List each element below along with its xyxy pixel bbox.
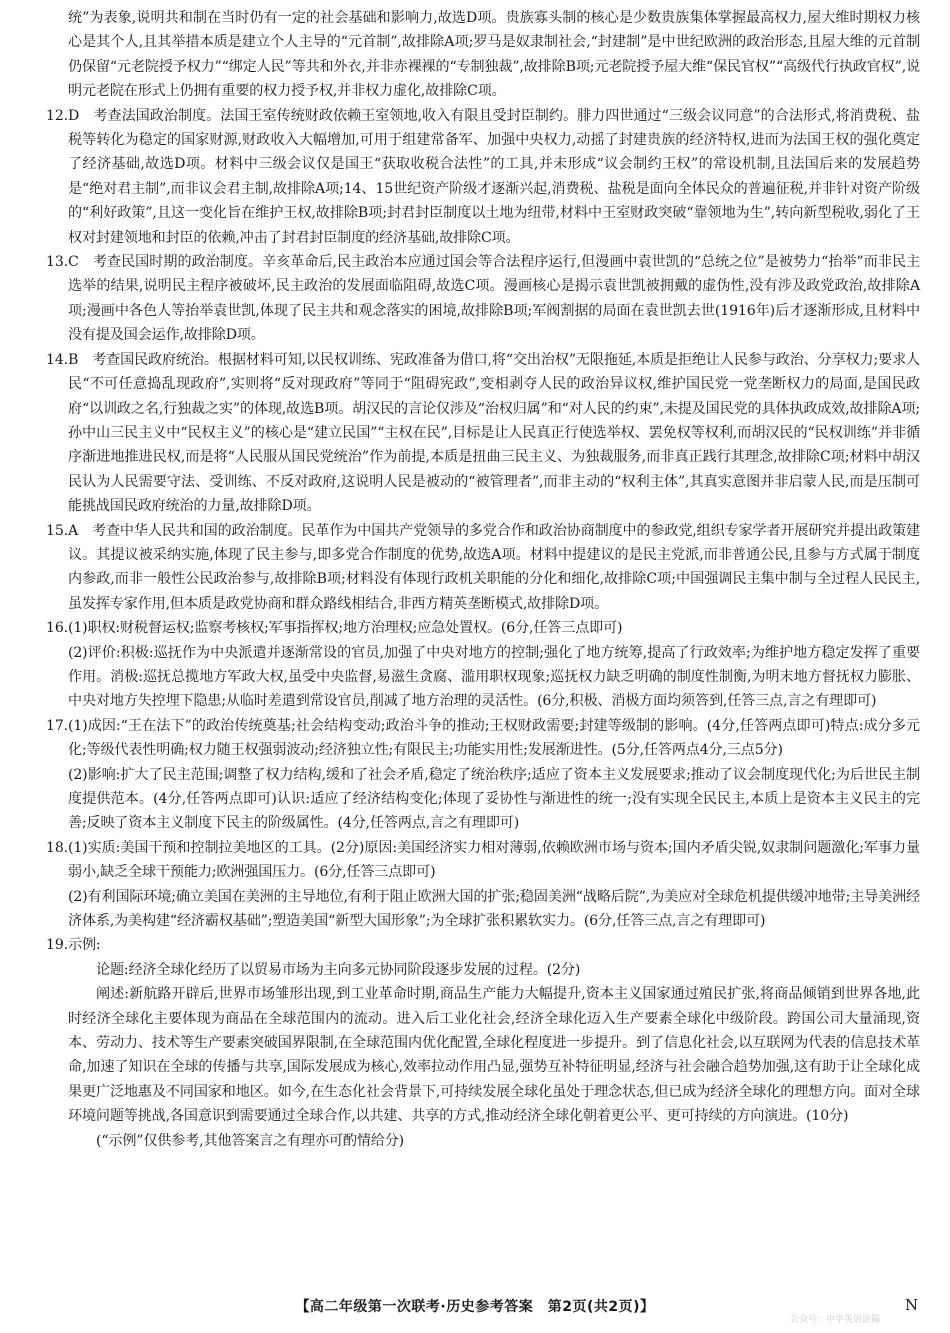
answer-17-part-2: (2)影响:扩大了民主范围;调整了权力结构,缓和了社会矛盾,稳定了统治秩序;适应了资本主义发展要求;推动了议会制度现代化;为后世民主制度提供范本。(4分,任答两点即可)认识:适应了经济结构变化;体现了妥协性与渐进性的统一;没有实现全民民主,本质上是资本主义民主的完善;反映了资本主义制度下民主的阶级属性。(4分,任答两点,言之有理即可)	[68, 766, 920, 832]
answer-18-part-1	[46, 836, 920, 885]
answer-12	[46, 104, 920, 250]
answer-19-body: 阐述:新航路开辟后,世界市场雏形出现,到工业革命时期,商品生产能力大幅提升,资本主义国家通过殖民扩张,将商品倾销到世界各地,此时经济全球化主要体现为商品在全球范围内的流动。进入后工业化社会,经济全球化迈入生产要素全球化中级阶段。跨国公司大量涌现,资本、劳动力、技术等生产要素突破国界限制,在全球范围内优化配置,全球化程度进一步提升。到了信息化社会,以互联网为代表的信息技术革命,加速了知识在全球的传播与共享,国际发展成为核心,效率拉动作用凸显,强势互补特征明显,经济与社会融合趋势加强,这有助于让全球化成果更广泛地惠及不同国家和地区。如今,在生态化社会背景下,可持续发展全球化虽处于理念状态,但已成为经济全球化的理想方向。面对全球环境问题等挑战,各国意识到需要通过全球合作,以共建、共享的方式,推动经济全球化朝着更公平、更可持续的方向演进。(10分)	[68, 986, 920, 1125]
answer-text: C 考查民国时期的政治制度。辛亥革命后,民主政治本应通过国会等合法程序运行,但漫画中袁世凯的“总统之位”是被势力“抬举”而非民主选举的结果,说明民主程序被破坏,民主政治的发展面临阻碍,故选C项。漫画核心是揭示袁世凯被拥戴的虚伪性,没有涉及政党政治,故排除A项;漫画中各色人等抬举袁世凯,体现了民主共和观念落实的困境,故排除B项;军阀割据的局面在袁世凯去世(1916年)后才逐渐形成,且材料中没有提及国会运作,故排除D项。	[68, 254, 920, 344]
answer-text: D 考查法国政治制度。法国王室传统财政依赖王室领地,收入有限且受封臣制约。腓力四世通过“三级会议同意”的合法形式,将消费税、盐税等转化为稳定的国家财源,财政收入大幅增加,可用于组建常备军、加强中央权力,动摇了封建贵族的经济特权,进而为法国王权的强化奠定了经济基础,故选D项。材料中三级会议仅是国王“获取收税合法性”的工具,并未形成“议会制约王权”的常设机制,且法国后来的发展趋势是“绝对君主制”,而非议会君主制,故排除A项;14、15世纪资产阶级才逐渐兴起,消费税、盐税是面向全体民众的普遍征税,并非针对资产阶级的“利好政策”,且这一变化旨在维护王权,故排除B项;封君封臣制度以土地为纽带,材料中王室财政突破“靠领地为生”,转向新型税收,弱化了王权对封建领地和封臣的依赖,冲击了封君封臣制度的经济基础,故排除C项。	[68, 107, 920, 246]
answer-15	[46, 519, 920, 617]
answer-14	[46, 348, 920, 519]
answer-13	[46, 250, 920, 348]
question-number: 19.	[46, 937, 68, 954]
answer-19-thesis: 论题:经济全球化经历了以贸易市场为主向多元协同阶段逐步发展的过程。(2分)	[96, 961, 581, 978]
question-number: 14.	[46, 351, 68, 368]
question-number: 13.	[46, 254, 68, 271]
answer-text: (1)职权:财税督运权;监察考核权;军事指挥权;地方治理权;应急处置权。(6分,任答三点即可)	[68, 620, 623, 637]
answer-19-note: (“示例”仅供参考,其他答案言之有理亦可酌情给分)	[96, 1132, 405, 1149]
answer-text: (1)成因:“王在法下”的政治传统奠基;社会结构变动;政治斗争的推动;王权财政需要;封建等级制的影响。(4分,任答两点即可)特点:成分多元化;等级代表性明确;权力随王权强弱波动;经济独立性;有限民主;功能实用性;发展渐进性。(5分,任答两点4分,三点5分)	[68, 717, 920, 759]
question-number: 16.	[46, 620, 68, 637]
answer-17-part-1	[46, 714, 920, 763]
question-number: 18.	[46, 839, 68, 856]
answer-text: B 考查国民政府统治。根据材料可知,以民权训练、宪政准备为借口,将“交出治权”无限拖延,本质是拒绝让人民参与政治、分享权力;要求人民“不可任意捣乱现政府”,实则将“反对现政府”等同于“阻碍宪政”,变相剥夺人民的政治异议权,维护国民党一党垄断权力的局面,是国民政府“以训政之名,行独裁之实”的体现,故选B项。胡汉民的言论仅涉及“治权归属”和“对人民的约束”,未提及国民党的具体执政成效,故排除A项;孙中山三民主义中“民权主义”的核心是“建立民国”“主权在民”,目标是让人民真正行使选举权、罢免权等权利,而胡汉民的“民权训练”并非循序渐进地推进民权,而是将“人民服从国民党统治”作为前提,本质是扭曲三民主义、为独裁服务,而非真正践行其理念,故排除C项;材料中胡汉民认为人民需要守法、受训练、不反对政府,这说明人民是被动的“被管理者”,而非主动的“权利主体”,其真实意图并非启蒙人民,而是压制可能挑战国民政府统治的力量,故排除D项。	[68, 351, 920, 515]
answer-text: 示例:	[68, 937, 101, 954]
answer-11-continuation: 统”为表象,说明共和制在当时仍有一定的社会基础和影响力,故选D项。贵族寡头制的核心是少数贵族集体掌握最高权力,屋大维时期权力核心是其个人,且其举措本质是建立个人主导的“元首制”,故排除A项;罗马是奴隶制社会,“封建制”是中世纪欧洲的政治形态,且屋大维的元首制仍保留“元老院授予权力”“绑定人民”等共和外衣,并非赤裸裸的“专制独裁”,故排除B项;元老院授予屋大维“保民官权”“高级代行执政官权”,说明元老院在形式上仍拥有重要的权力授予权,并非权力虚化,故排除C项。	[68, 10, 920, 100]
answer-document	[46, 6, 920, 1153]
answer-16-part-2: (2)评价:积极:巡抚作为中央派遣并逐渐常设的官员,加强了中央对地方的控制;强化了地方统筹,提高了行政效率;为维护地方稳定发挥了重要作用。消极:巡抚总揽地方军政大权,虽受中央监督,易滋生贪腐、滥用职权现象;巡抚权力缺乏明确的制度性制衡,为明末地方督抚权力膨胀、中央对地方失控埋下隐患;从临时差遣到常设官员,削减了地方治理的灵活性。(6分,积极、消极方面均须答到,任答三点,言之有理即可)	[68, 644, 920, 710]
answer-18-part-2: (2)有利国际环境;确立美国在美洲的主导地位,有利于阻止欧洲大国的扩张;稳固美洲“战略后院”,为美应对全球危机提供缓冲地带;主导美洲经济体系,为美构建“经济霸权基础”;塑造美国“新型大国形象”;为全球扩张积累软实力。(6分,任答三点,言之有理即可)	[68, 888, 920, 930]
question-number: 17.	[46, 717, 68, 734]
answer-16-part-1	[46, 616, 920, 640]
question-number: 12.	[46, 107, 68, 124]
answer-text: (1)实质:美国干预和控制拉美地区的工具。(2分)原因:美国经济实力相对薄弱,依赖欧洲市场与资本;国内矛盾尖锐,奴隶制问题激化;军事力量弱小,缺乏全球干预能力;欧洲强国压力。(6分,任答三点即可)	[68, 839, 920, 881]
version-letter: N	[905, 1296, 919, 1314]
answer-19-heading	[46, 933, 920, 957]
watermark-text: 公众号：中学英语语篇	[790, 1315, 881, 1325]
page-footer: 【高二年级第一次联考·历史参考答案 第2页(共2页)】	[295, 1299, 655, 1315]
question-number: 15.	[46, 522, 68, 539]
answer-text: A 考查中华人民共和国的政治制度。民革作为中国共产党领导的多党合作和政治协商制度中的参政党,组织专家学者开展研究并提出政策建议。其提议被采纳实施,体现了民主参与,即多党合作制度的优势,故选A项。材料中提建议的是民主党派,而非普通公民,且参与方式属于制度内参政,而非一般性公民政治参与,故排除B项;材料没有体现行政机关职能的分化和细化,故排除C项;中国强调民主集中制与全过程人民民主,虽发挥专家作用,但本质是政党协商和群众路线相结合,非西方精英垄断模式,故排除D项。	[68, 522, 920, 612]
